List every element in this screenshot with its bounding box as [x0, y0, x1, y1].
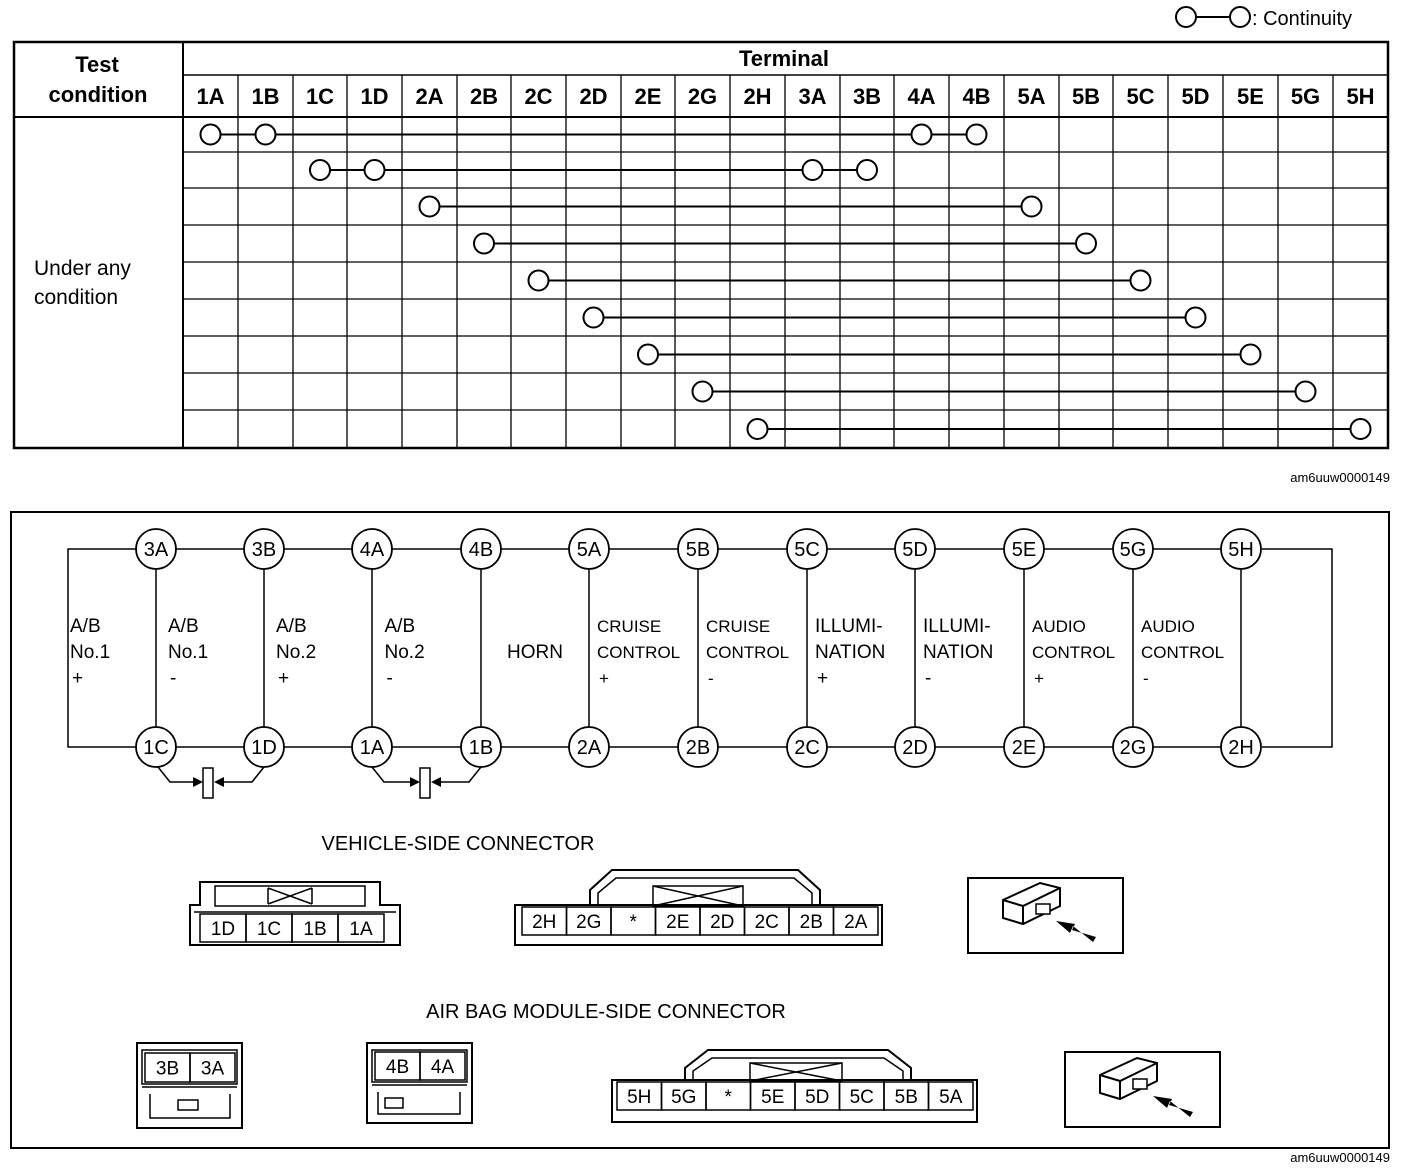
- continuity-mark: [1131, 271, 1151, 291]
- airbag-connector-4: [367, 1043, 472, 1123]
- circuit-node-bottom-label: 1C: [143, 737, 169, 759]
- continuity-mark: [256, 125, 276, 145]
- circuit-node-bottom-label: 2A: [576, 737, 602, 759]
- terminal-label: 4A: [907, 84, 936, 109]
- circuit-function-label: -: [386, 668, 393, 689]
- circuit-function-label: CRUISE: [706, 617, 771, 636]
- circuit-function-label: ILLUMI-: [815, 616, 883, 637]
- figure-code-bottom: am6uuw0000149: [1290, 1150, 1390, 1165]
- vehicle-connector-large: [515, 870, 882, 945]
- circuit-node-top-label: 4A: [359, 539, 385, 561]
- continuity-mark: [1296, 382, 1316, 402]
- legend: [1176, 7, 1352, 30]
- terminal-label: 4B: [962, 84, 991, 109]
- legend-text: : Continuity: [1252, 8, 1353, 30]
- circuit-function-label: +: [72, 668, 84, 689]
- circuit-node-bottom-label: 1B: [468, 737, 494, 759]
- continuity-mark: [201, 125, 221, 145]
- clock-spring-contact-2: [372, 767, 481, 798]
- circuit-node-top-label: 5B: [685, 539, 711, 561]
- circuit-function-label: CONTROL: [1141, 643, 1225, 662]
- airbag-large-pin-label: 5B: [894, 1087, 918, 1108]
- continuity-mark: [474, 234, 494, 254]
- circuit-node-bottom-label: 2H: [1228, 737, 1254, 759]
- vehicle-connector-title: VEHICLE-SIDE CONNECTOR: [321, 833, 595, 855]
- circuit-diagram: [68, 529, 1332, 798]
- terminal-label: 1A: [196, 84, 225, 109]
- connector-view-icon-1: [968, 878, 1123, 953]
- circuit-function-label: -: [170, 668, 177, 689]
- circuit-function-label: AUDIO: [1141, 617, 1195, 636]
- circuit-node-top-label: 5C: [794, 539, 820, 561]
- continuity-mark: [748, 419, 768, 439]
- airbag-large-pin-label: 5A: [939, 1087, 963, 1108]
- clock-spring-contact-1: [158, 767, 264, 798]
- circuit-node-bottom-label: 2E: [1011, 737, 1037, 759]
- terminal-label: 2A: [415, 84, 444, 109]
- circuit-function-label: AUDIO: [1032, 617, 1086, 636]
- terminal-label: 2B: [469, 84, 499, 109]
- circuit-function-label: No.1: [70, 642, 111, 663]
- terminal-label: 3B: [852, 84, 882, 109]
- circuit-node-bottom-label: 2D: [902, 737, 928, 759]
- circuit-outer-right: [1262, 549, 1332, 747]
- circuit-function-label: CONTROL: [1032, 643, 1116, 662]
- table-grid: [183, 75, 1388, 448]
- continuity-table: [14, 42, 1388, 448]
- circuit-function-label: A/B: [70, 616, 101, 637]
- vehicle-large-pin-label: 2E: [666, 912, 690, 933]
- circuit-node-top-label: 5E: [1011, 539, 1037, 561]
- condition-label-line1: Under any: [34, 257, 131, 280]
- terminal-label: 1D: [360, 84, 389, 109]
- circuit-function-label: CONTROL: [597, 643, 681, 662]
- terminal-label: 2G: [687, 84, 718, 109]
- airbag-connector-large: [612, 1050, 977, 1122]
- continuity-mark: [912, 125, 932, 145]
- vehicle-large-pin-label: 2A: [844, 912, 868, 933]
- circuit-function-label: -: [1143, 669, 1149, 688]
- circuit-function-label: +: [1034, 669, 1044, 688]
- circuit-function-label: No.2: [276, 642, 317, 663]
- continuity-mark: [803, 160, 823, 180]
- continuity-mark: [1351, 419, 1371, 439]
- continuity-mark: [638, 345, 658, 365]
- terminal-label: 5D: [1181, 84, 1210, 109]
- circuit-node-bottom-label: 1A: [359, 737, 385, 759]
- circuit-function-label: -: [708, 669, 714, 688]
- airbag-connector-title: AIR BAG MODULE-SIDE CONNECTOR: [426, 1001, 786, 1023]
- circuit-function-label: No.2: [384, 642, 425, 663]
- terminal-label: 5B: [1071, 84, 1101, 109]
- terminal-label: 1B: [251, 84, 280, 109]
- circuit-node-top-label: 4B: [468, 539, 494, 561]
- circuit-function-label: No.1: [168, 642, 209, 663]
- circuit-function-label: CRUISE: [597, 617, 662, 636]
- continuity-mark: [1241, 345, 1261, 365]
- terminal-label: 5E: [1237, 84, 1264, 109]
- terminal-label: 3A: [798, 84, 827, 109]
- vehicle-large-pin-label: *: [629, 912, 637, 933]
- vehicle-small-pin-label: 1B: [303, 919, 327, 940]
- test-condition-header-line1: Test: [75, 52, 119, 77]
- terminal-label: 1C: [305, 84, 335, 109]
- continuity-mark: [420, 197, 440, 217]
- continuity-mark: [310, 160, 330, 180]
- circuit-function-label: +: [817, 668, 829, 689]
- airbag4-pin-label: 4B: [385, 1057, 410, 1078]
- vehicle-small-pin-label: 1A: [349, 919, 373, 940]
- circuit-function-label: NATION: [923, 642, 994, 663]
- airbag3-pin-label: 3B: [155, 1058, 180, 1080]
- connector-view-icon-2: [1065, 1052, 1220, 1127]
- terminal-header: Terminal: [738, 46, 830, 71]
- circuit-node-bottom-label: 1D: [251, 737, 277, 759]
- circuit-node-top-label: 5A: [576, 539, 602, 561]
- circuit-function-label: CONTROL: [706, 643, 790, 662]
- continuity-mark: [693, 382, 713, 402]
- circuit-node-top-label: 5H: [1228, 539, 1254, 561]
- airbag3-pin-label: 3A: [200, 1058, 225, 1080]
- vehicle-large-pin-label: 2B: [799, 912, 823, 933]
- continuity-mark: [584, 308, 604, 328]
- circuit-node-top-label: 3A: [143, 539, 169, 561]
- airbag-large-pin-label: 5G: [671, 1087, 697, 1108]
- vehicle-small-pin-label: 1D: [210, 919, 236, 940]
- circuit-function-label: A/B: [168, 616, 199, 637]
- terminal-label: 5H: [1346, 84, 1375, 109]
- terminal-label: 2H: [743, 84, 772, 109]
- terminal-label: 5C: [1126, 84, 1155, 109]
- circuit-node-bottom-label: 2C: [794, 737, 820, 759]
- terminal-label: 2C: [524, 84, 553, 109]
- circuit-function-label: NATION: [815, 642, 886, 663]
- terminal-label: 5G: [1290, 84, 1321, 109]
- airbag-large-pin-label: 5C: [849, 1087, 874, 1108]
- continuity-mark: [1186, 308, 1206, 328]
- circuit-function-label: A/B: [384, 616, 416, 637]
- circuit-node-top-label: 5G: [1119, 539, 1147, 561]
- circuit-function-label: A/B: [276, 616, 307, 637]
- condition-label-line2: condition: [34, 286, 119, 309]
- circuit-function-label: ILLUMI-: [923, 616, 991, 637]
- test-condition-header-line2: condition: [48, 82, 148, 107]
- airbag-large-pin-label: 5D: [805, 1087, 830, 1108]
- airbag-large-pin-label: 5H: [627, 1087, 652, 1108]
- circuit-node-bottom-label: 2B: [685, 737, 711, 759]
- legend-circle-right: [1230, 7, 1250, 27]
- airbag-large-pin-label: 5E: [761, 1087, 785, 1108]
- continuity-mark: [365, 160, 385, 180]
- airbag-large-pin-label: *: [724, 1087, 732, 1108]
- vehicle-connector-small: [190, 882, 400, 945]
- continuity-mark: [1022, 197, 1042, 217]
- circuit-function-label: -: [925, 668, 932, 689]
- continuity-mark: [857, 160, 877, 180]
- terminal-label: 2D: [579, 84, 608, 109]
- circuit-function-label: +: [599, 669, 609, 688]
- vehicle-large-pin-label: 2C: [754, 912, 779, 933]
- vehicle-small-pin-label: 1C: [256, 919, 282, 940]
- terminal-label: 2E: [634, 84, 662, 109]
- continuity-mark: [529, 271, 549, 291]
- circuit-function-label: +: [278, 668, 290, 689]
- vehicle-large-pin-label: 2G: [576, 912, 602, 933]
- continuity-mark: [967, 125, 987, 145]
- figure-code-top: am6uuw0000149: [1290, 470, 1390, 485]
- vehicle-large-pin-label: 2H: [532, 912, 557, 933]
- vehicle-large-pin-label: 2D: [710, 912, 735, 933]
- terminal-label: 5A: [1017, 84, 1046, 109]
- continuity-mark: [1076, 234, 1096, 254]
- circuit-function-label: HORN: [507, 642, 563, 663]
- circuit-node-top-label: 5D: [902, 539, 928, 561]
- circuit-node-top-label: 3B: [251, 539, 277, 561]
- legend-circle-left: [1176, 7, 1196, 27]
- airbag-connector-3: [137, 1043, 242, 1128]
- circuit-node-bottom-label: 2G: [1119, 737, 1147, 759]
- airbag4-pin-label: 4A: [430, 1057, 455, 1078]
